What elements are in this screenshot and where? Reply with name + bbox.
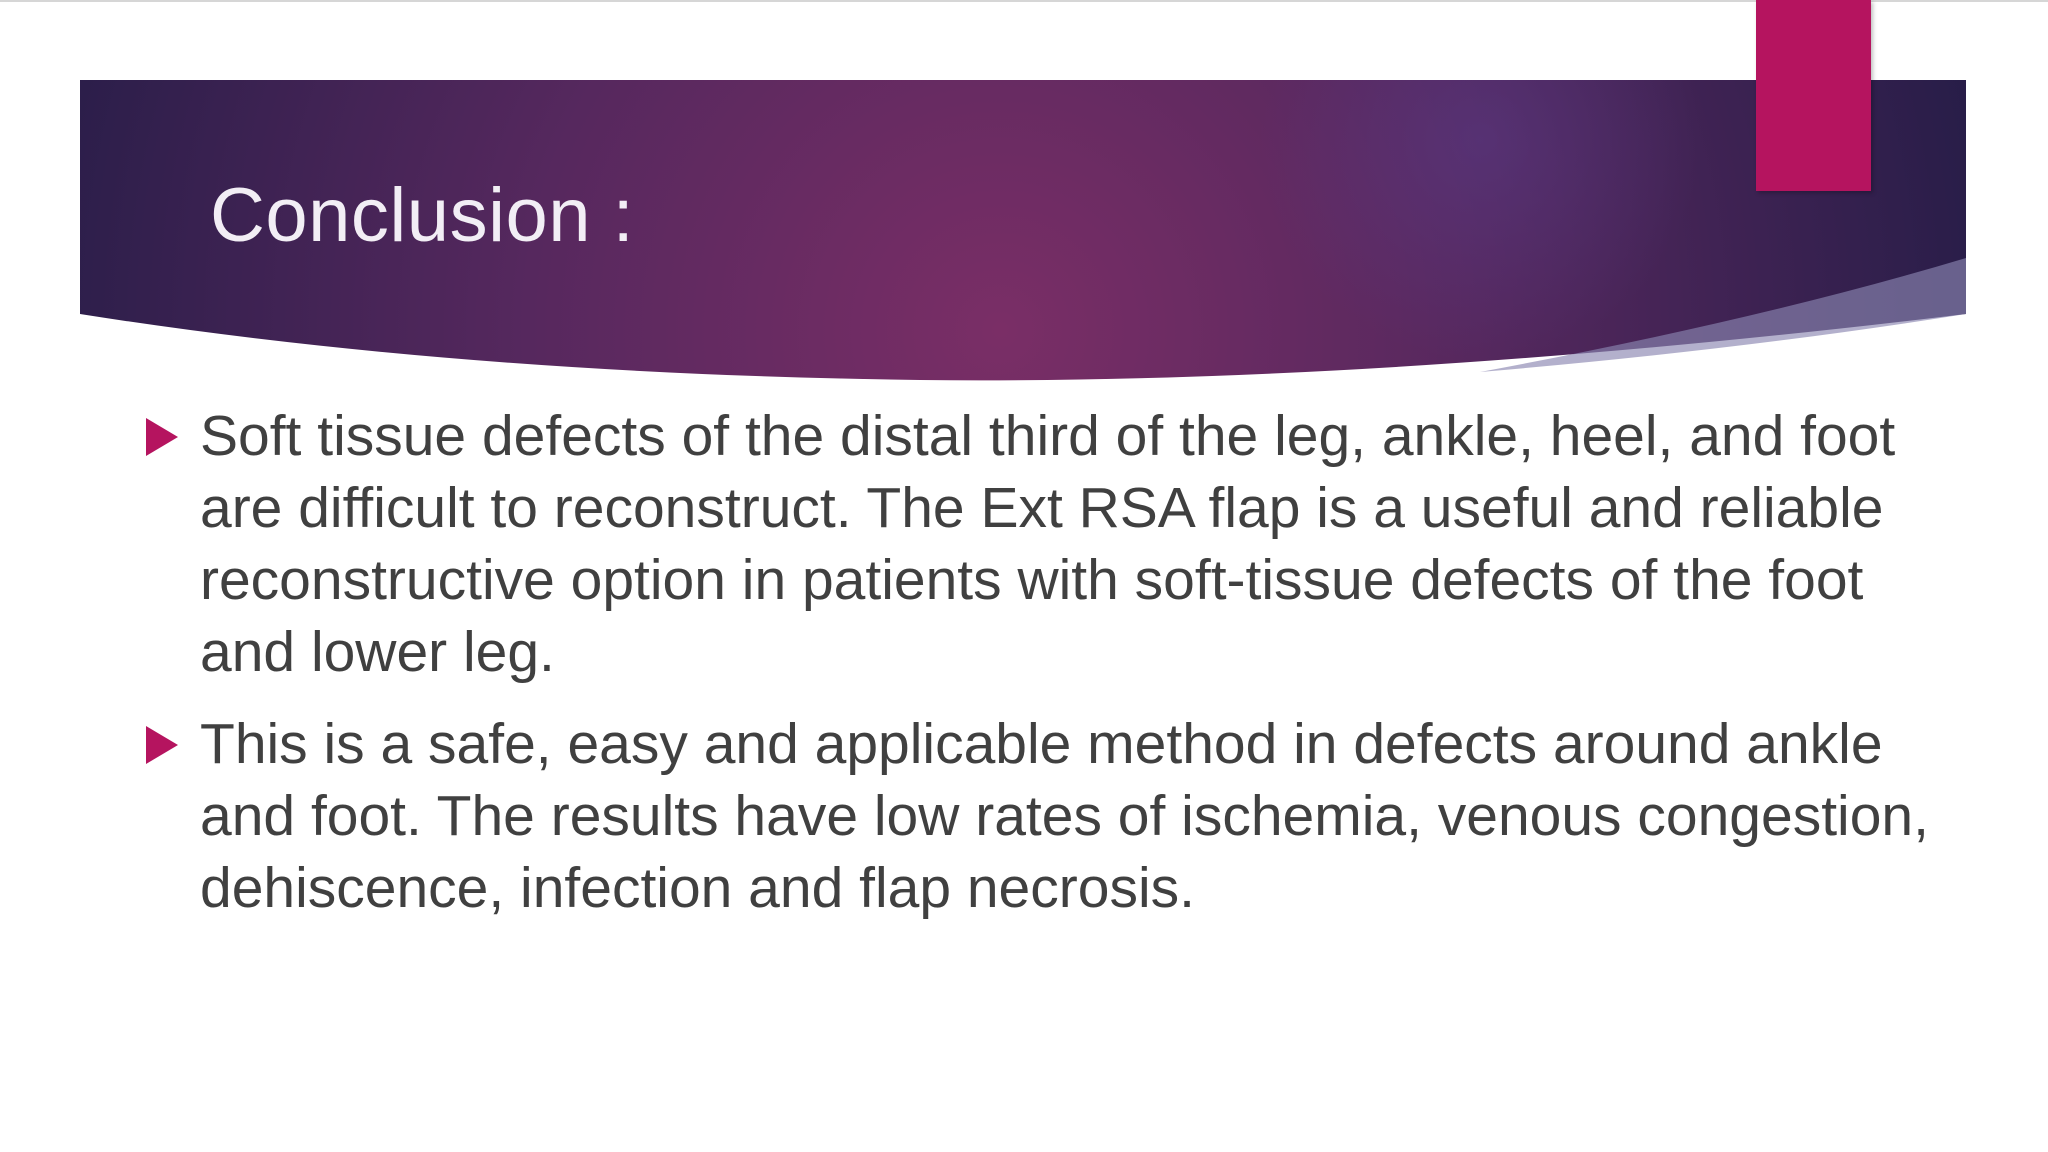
triangle-right-icon: [146, 418, 178, 456]
bullet-item: [140, 708, 1960, 924]
bullet-text: This is a safe, easy and applicable method in defects around ankle and foot. The results have low rates of ischemia, venous congestion, dehiscence, infection and flap necrosis.: [200, 712, 1929, 920]
bullet-text: Soft tissue defects of the distal third of the leg, ankle, heel, and foot are difficult to reconstruct. The Ext RSA flap is a useful and reliable reconstructive option in patients with soft-tissue defects of the foot and lower leg.: [200, 404, 1896, 684]
triangle-right-icon: [146, 726, 178, 764]
slide-title: Conclusion :: [210, 173, 635, 258]
bullet-list: [140, 400, 1960, 944]
bullet-item: [140, 400, 1960, 688]
accent-tab: [1756, 0, 1871, 191]
